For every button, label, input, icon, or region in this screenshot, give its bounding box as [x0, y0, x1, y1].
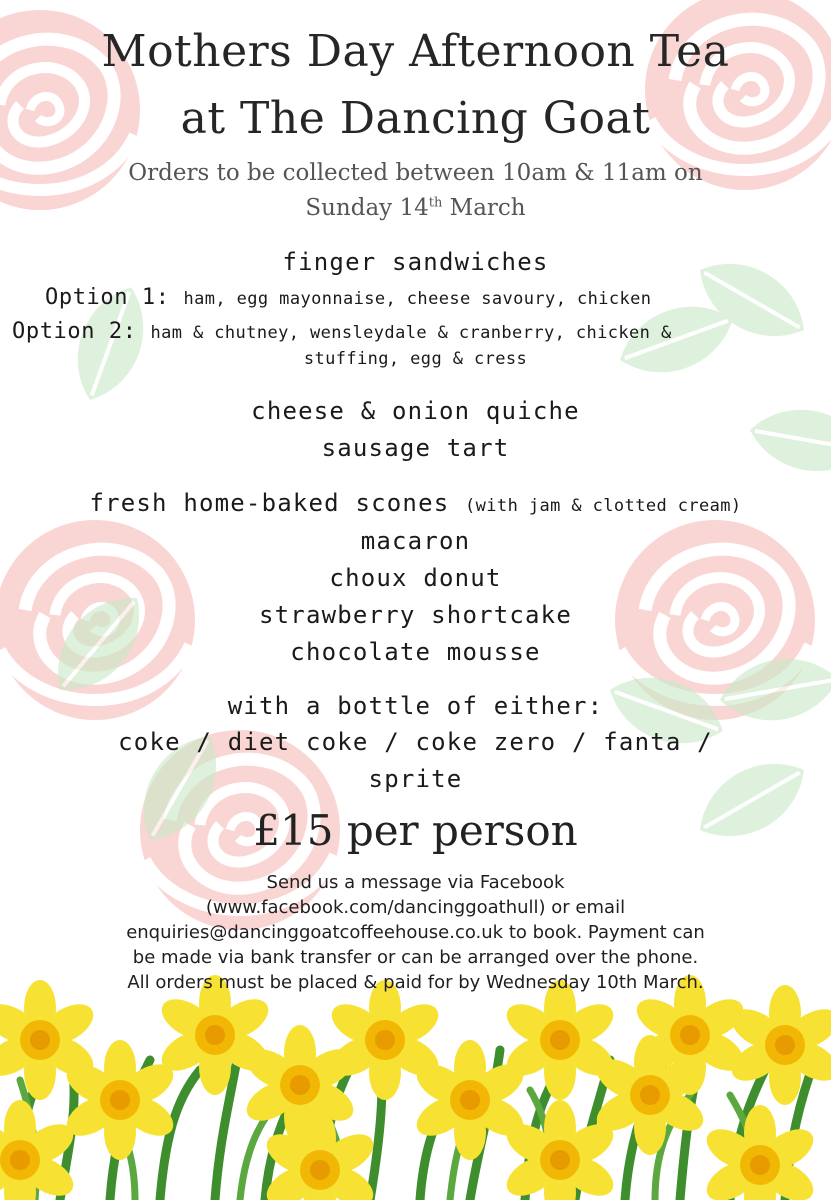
collection-month: March: [442, 195, 526, 221]
info-line: All orders must be placed & paid for by Wednesday 10th March.: [127, 972, 704, 993]
info-line: Send us a message via Facebook: [266, 872, 565, 893]
savoury-item: cheese & onion quiche: [251, 397, 580, 425]
info-line: be made via bank transfer or can be arranged over the phone.: [132, 947, 699, 968]
info-line: enquiries@dancinggoatcoffeehouse.co.uk to book. Payment can: [126, 922, 705, 943]
option-2-label: Option 2:: [12, 319, 137, 344]
option-1-items: ham, egg mayonnaise, cheese savoury, chicken: [183, 289, 652, 309]
option-1-label: Option 1:: [45, 285, 170, 310]
collection-line-2: [0, 195, 831, 221]
scones-line: [0, 489, 831, 517]
collection-date: Sunday 14: [305, 195, 429, 221]
collection-line-1: Orders to be collected between 10am & 11am on: [128, 160, 703, 186]
collection-date-suffix: th: [428, 195, 443, 211]
option-2-items-cont: stuffing, egg & cress: [303, 349, 528, 369]
sweet-item: choux donut: [329, 564, 502, 592]
drinks-list: coke / diet coke / coke zero / fanta /: [118, 728, 713, 756]
info-line: (www.facebook.com/dancinggoathull) or email: [205, 897, 626, 918]
price: £15 per person: [253, 806, 578, 855]
scones-item: fresh home-baked scones: [89, 489, 450, 517]
sweet-item: macaron: [360, 527, 471, 555]
sweet-item: strawberry shortcake: [259, 601, 572, 629]
title-line-1: Mothers Day Afternoon Tea: [101, 26, 730, 77]
drinks-list-cont: sprite: [368, 765, 463, 793]
drinks-heading: with a bottle of either:: [227, 692, 604, 720]
option-1: [45, 285, 651, 310]
sandwiches-heading: finger sandwiches: [282, 248, 549, 276]
title-line-2: at The Dancing Goat: [180, 93, 651, 144]
savoury-item: sausage tart: [321, 434, 510, 462]
scones-note: (with jam & clotted cream): [465, 496, 742, 516]
option-2-items: ham & chutney, wensleydale & cranberry, chicken &: [150, 323, 672, 343]
option-2: [12, 319, 672, 344]
sweet-item: chocolate mousse: [290, 638, 541, 666]
